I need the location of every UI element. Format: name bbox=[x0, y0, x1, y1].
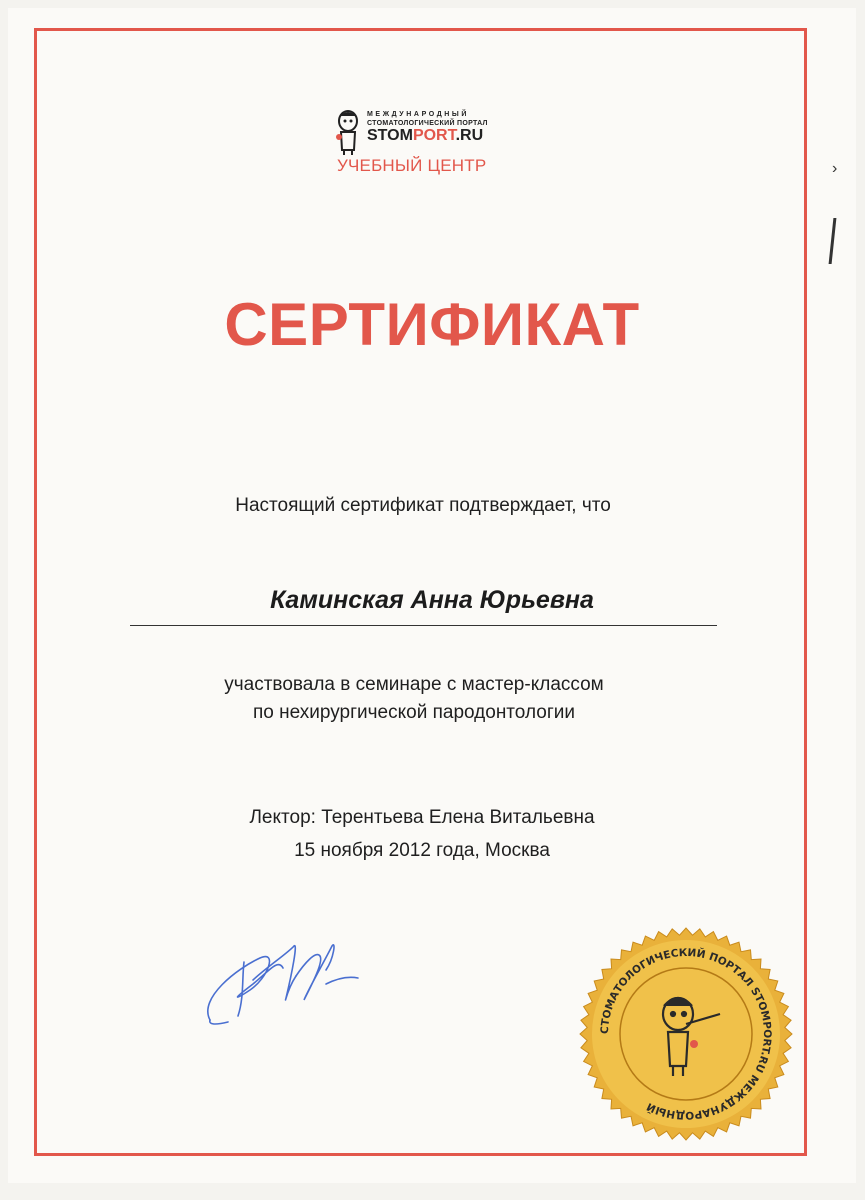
edge-mark-2 bbox=[829, 218, 837, 264]
certificate-sheet bbox=[8, 8, 856, 1183]
logo-international-text: МЕЖДУНАРОДНЫЙ bbox=[367, 111, 470, 118]
edge-mark-1: › bbox=[832, 160, 838, 177]
seal-ring-brand: STOMPORT.RU bbox=[748, 985, 774, 1075]
handwritten-signature bbox=[198, 928, 398, 1038]
seal-ring-left: СТОМАТОЛОГИЧЕСКИЙ ПОРТАЛ bbox=[598, 946, 756, 1035]
lecturer-name: Лектор: Терентьева Елена Витальевна bbox=[249, 807, 595, 828]
confirmation-text: Настоящий сертификат подтверждает, что bbox=[235, 495, 611, 516]
brand-stom: STOM bbox=[367, 127, 413, 144]
brand-port: PORT bbox=[412, 127, 456, 144]
recipient-name: Каминская Анна Юрьевна bbox=[270, 586, 594, 614]
date-place: 15 ноября 2012 года, Москва bbox=[294, 840, 550, 861]
logo-brand bbox=[367, 127, 483, 145]
logo-portal-text: СТОМАТОЛОГИЧЕСКИЙ ПОРТАЛ bbox=[367, 120, 488, 127]
brand-ru: .RU bbox=[455, 127, 484, 144]
mascot-logo-icon bbox=[335, 110, 361, 156]
seminar-description bbox=[8, 671, 820, 727]
certificate-title: СЕРТИФИКАТ bbox=[224, 291, 640, 358]
logo-training-center: УЧЕБНЫЙ ЦЕНТР bbox=[337, 156, 487, 175]
stomport-seal bbox=[578, 926, 794, 1142]
stomport-logo bbox=[331, 108, 531, 188]
lecturer-block bbox=[8, 801, 836, 867]
seminar-line-1: участвовала в семинаре с мастер-классом bbox=[224, 674, 604, 695]
seal-ring-right: МЕЖДУНАРОДНЫЙ bbox=[644, 1072, 761, 1122]
recipient-underline bbox=[130, 625, 717, 626]
seminar-line-2: по нехирургической пародонтологии bbox=[253, 702, 575, 723]
